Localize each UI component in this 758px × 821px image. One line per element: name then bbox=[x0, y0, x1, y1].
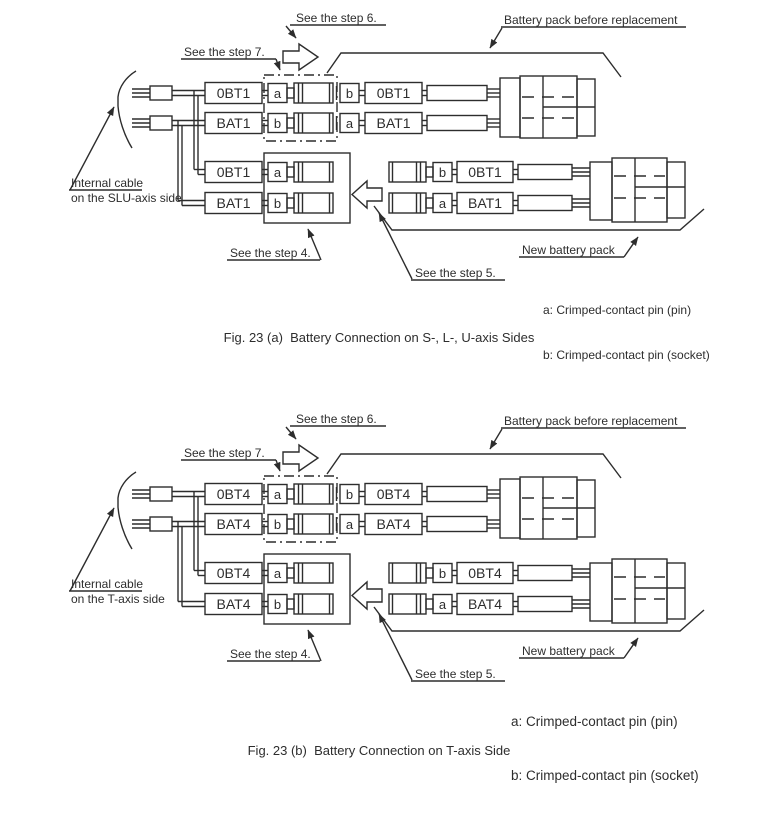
svg-text:BAT4: BAT4 bbox=[216, 516, 251, 532]
see-step-7-callout bbox=[181, 45, 280, 70]
svg-text:b: b bbox=[273, 517, 282, 532]
battery-pack-new bbox=[590, 559, 685, 623]
row-obt-lower-left bbox=[205, 563, 333, 584]
battery-lead bbox=[427, 116, 487, 131]
cable-sleeve bbox=[150, 517, 172, 531]
old-pack-group-line bbox=[327, 454, 621, 478]
svg-text:a: a bbox=[273, 566, 282, 581]
see-step-6-label: See the step 6. bbox=[296, 11, 377, 25]
svg-text:a: a bbox=[273, 165, 282, 180]
row-obt-upper bbox=[132, 484, 500, 505]
internal-cable-callout bbox=[69, 107, 182, 205]
legend-socket: b: Crimped-contact pin (socket) bbox=[543, 348, 710, 362]
dashed-connector-box bbox=[264, 75, 337, 141]
svg-text:0BT4: 0BT4 bbox=[216, 486, 251, 502]
old-pack-group-line bbox=[327, 53, 621, 77]
svg-text:0BT1: 0BT1 bbox=[216, 85, 251, 101]
svg-text:0BT4: 0BT4 bbox=[376, 486, 411, 502]
battery-before-callout bbox=[490, 13, 686, 48]
left-block-arrow-icon bbox=[352, 582, 382, 609]
internal-cable-label-2: on the SLU-axis side bbox=[71, 191, 182, 205]
legend-pin: a: Crimped-contact pin (pin) bbox=[543, 303, 692, 317]
cable-bracket bbox=[118, 472, 136, 549]
new-pack-label: New battery pack bbox=[522, 243, 615, 257]
svg-text:b: b bbox=[345, 487, 354, 502]
svg-text:a: a bbox=[273, 487, 282, 502]
battery-lead bbox=[427, 86, 487, 101]
internal-cable-label-1: Internal cable bbox=[71, 577, 144, 591]
see-step-5-label: See the step 5. bbox=[415, 266, 496, 280]
row-bat-upper bbox=[132, 113, 500, 134]
svg-text:BAT1: BAT1 bbox=[216, 195, 251, 211]
battery-lead bbox=[427, 517, 487, 532]
see-step-5-label: See the step 5. bbox=[415, 667, 496, 681]
wiring-diagram bbox=[0, 401, 758, 721]
battery-connection-figure bbox=[0, 0, 758, 400]
battery-connection-figure bbox=[0, 401, 758, 801]
left-block-arrow-icon bbox=[352, 181, 382, 208]
row-obt-lower-right bbox=[389, 162, 590, 183]
internal-cable-label-2: on the T-axis side bbox=[71, 592, 165, 606]
cable-sleeve bbox=[150, 116, 172, 130]
connector-body bbox=[294, 162, 333, 182]
battery-pack-old bbox=[500, 477, 595, 539]
connector-body bbox=[294, 484, 333, 504]
right-block-arrow-icon bbox=[283, 445, 318, 471]
see-step-6-label: See the step 6. bbox=[296, 412, 377, 426]
new-pack-group-line bbox=[374, 206, 704, 230]
see-step-7-callout bbox=[181, 446, 280, 471]
svg-text:0BT4: 0BT4 bbox=[216, 565, 251, 581]
battery-lead bbox=[518, 597, 572, 612]
connector-body bbox=[294, 83, 333, 103]
figure-caption: Fig. 23 (a) Battery Connection on S-, L-, U-axis Sides bbox=[223, 330, 535, 345]
battery-lead bbox=[518, 196, 572, 211]
svg-text:b: b bbox=[273, 116, 282, 131]
svg-text:b: b bbox=[438, 165, 447, 180]
svg-text:0BT1: 0BT1 bbox=[376, 85, 411, 101]
see-step-4-label: See the step 4. bbox=[230, 647, 311, 661]
row-bat-lower-left bbox=[205, 193, 333, 214]
svg-text:BAT1: BAT1 bbox=[376, 115, 411, 131]
legend-pin: a: Crimped-contact pin (pin) bbox=[511, 714, 678, 729]
see-step-4-label: See the step 4. bbox=[230, 246, 311, 260]
internal-cable-callout bbox=[69, 508, 165, 606]
svg-text:BAT1: BAT1 bbox=[468, 195, 502, 211]
row-bat-lower-right bbox=[389, 594, 590, 615]
see-step-7-label: See the step 7. bbox=[184, 446, 265, 460]
connector-body bbox=[294, 113, 333, 133]
connector-body bbox=[294, 514, 333, 534]
svg-text:0BT4: 0BT4 bbox=[468, 565, 502, 581]
see-step-5-callout bbox=[379, 614, 505, 681]
battery-before-label: Battery pack before replacement bbox=[504, 414, 678, 428]
svg-text:a: a bbox=[273, 86, 282, 101]
connector-body bbox=[294, 193, 333, 213]
svg-text:0BT1: 0BT1 bbox=[216, 164, 251, 180]
svg-text:a: a bbox=[438, 196, 447, 211]
svg-text:b: b bbox=[273, 196, 282, 211]
dashed-connector-box bbox=[264, 476, 337, 542]
svg-text:b: b bbox=[345, 86, 354, 101]
new-pack-callout bbox=[519, 237, 638, 257]
branch-wires bbox=[178, 492, 205, 607]
svg-text:BAT4: BAT4 bbox=[376, 516, 411, 532]
battery-pack-old bbox=[500, 76, 595, 138]
see-step-5-callout bbox=[379, 213, 505, 280]
row-obt-upper bbox=[132, 83, 500, 104]
see-step-6-callout bbox=[286, 11, 386, 38]
see-step-7-label: See the step 7. bbox=[184, 45, 265, 59]
connector-body bbox=[294, 563, 333, 583]
battery-lead bbox=[518, 165, 572, 180]
new-pack-callout bbox=[519, 638, 638, 658]
internal-cable-label-1: Internal cable bbox=[71, 176, 144, 190]
branch-wires bbox=[178, 91, 205, 206]
svg-text:a: a bbox=[345, 116, 354, 131]
row-obt-lower-right bbox=[389, 563, 590, 584]
connector-body bbox=[294, 594, 333, 614]
legend-socket: b: Crimped-contact pin (socket) bbox=[511, 768, 699, 783]
cable-sleeve bbox=[150, 487, 172, 501]
battery-before-label: Battery pack before replacement bbox=[504, 13, 678, 27]
svg-text:a: a bbox=[438, 597, 447, 612]
svg-text:BAT1: BAT1 bbox=[216, 115, 251, 131]
see-step-4-callout bbox=[227, 229, 321, 260]
battery-pack-new bbox=[590, 158, 685, 222]
see-step-4-callout bbox=[227, 630, 321, 661]
cable-sleeve bbox=[150, 86, 172, 100]
figure-caption: Fig. 23 (b) Battery Connection on T-axis Side bbox=[247, 743, 511, 758]
row-bat-lower-right bbox=[389, 193, 590, 214]
battery-before-callout bbox=[490, 414, 686, 449]
cable-bracket bbox=[118, 71, 136, 148]
svg-text:BAT4: BAT4 bbox=[216, 596, 251, 612]
svg-text:a: a bbox=[345, 517, 354, 532]
row-bat-lower-left bbox=[205, 594, 333, 615]
see-step-6-callout bbox=[286, 412, 386, 439]
svg-text:BAT4: BAT4 bbox=[468, 596, 502, 612]
battery-lead bbox=[427, 487, 487, 502]
battery-lead bbox=[518, 566, 572, 581]
svg-text:b: b bbox=[438, 566, 447, 581]
right-block-arrow-icon bbox=[283, 44, 318, 70]
wiring-diagram bbox=[0, 0, 758, 320]
new-pack-group-line bbox=[374, 607, 704, 631]
svg-text:0BT1: 0BT1 bbox=[468, 164, 502, 180]
row-bat-upper bbox=[132, 514, 500, 535]
new-pack-label: New battery pack bbox=[522, 644, 615, 658]
row-obt-lower-left bbox=[205, 162, 333, 183]
svg-text:b: b bbox=[273, 597, 282, 612]
